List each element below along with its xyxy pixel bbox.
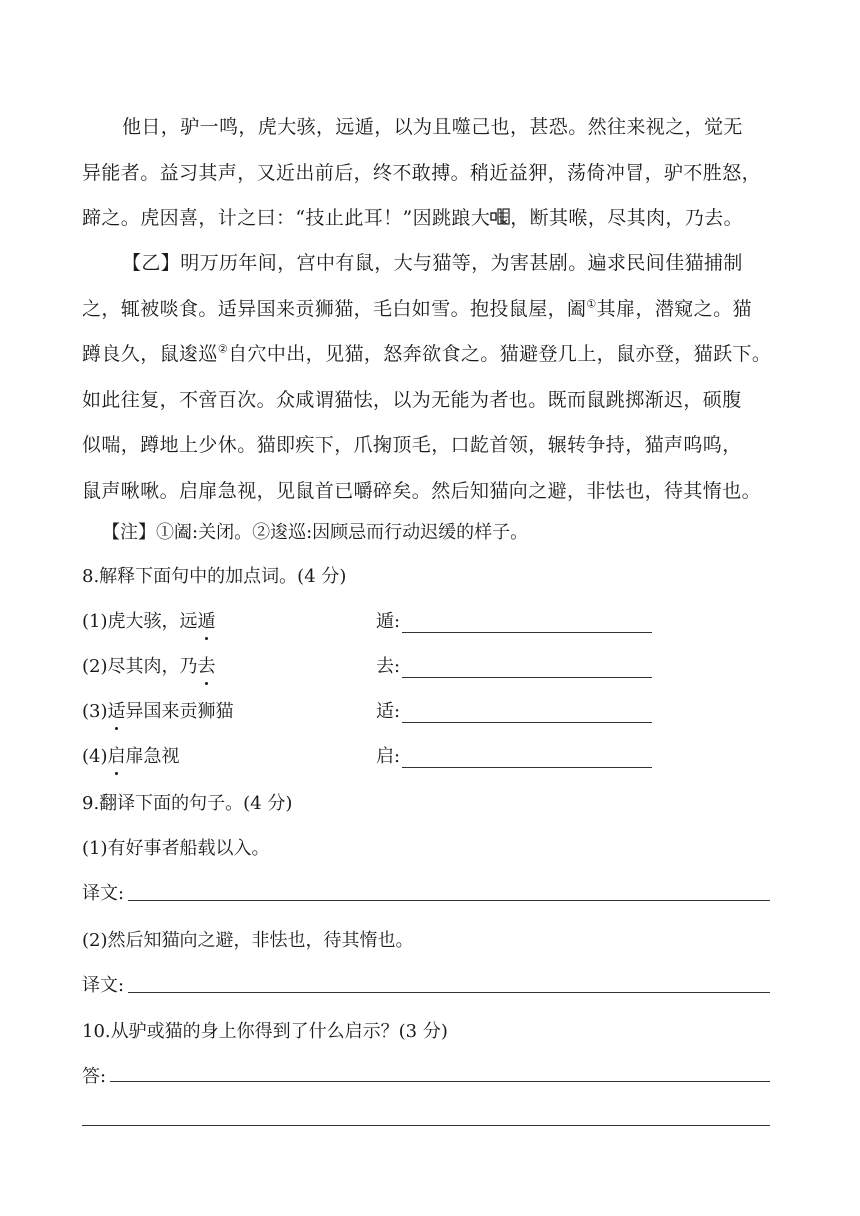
passage-yi-line-5: 似喘，蹲地上少休。猫即疾下，爪掬顶毛，口龁首领，辗转争持，猫声呜呜， (82, 434, 742, 457)
q8-answer-2-blank[interactable] (402, 659, 652, 678)
q8-item-2-pre: (2)尽其肉，乃 (82, 656, 198, 677)
footnote-ref-1: ① (586, 297, 597, 311)
q8-answer-3-label: 适: (376, 701, 401, 722)
q8-answer-2[interactable] (376, 652, 652, 678)
q9-sentence-2: (2)然后知猫向之避，非怯也，待其惰也。 (82, 930, 414, 951)
q9-sentence-1: (1)有好事者船载以入。 (82, 838, 270, 859)
q8-answer-3[interactable] (376, 697, 652, 723)
passage-yi-marker: 【乙】 (122, 252, 181, 274)
q8-answer-2-label: 去: (376, 656, 401, 677)
rare-character-kan-icon (490, 207, 510, 227)
q8-item-1-dotted-word: 遁 (198, 607, 216, 633)
q9-translation-1-blank[interactable] (128, 900, 770, 901)
passage-yi-line-6: 鼠声啾啾。启扉急视，见鼠首已嚼碎矣。然后知猫向之避，非怯也，待其惰也。 (82, 479, 762, 502)
q10-answer-blank-1[interactable] (110, 1081, 770, 1082)
q8-item-1-pre: (1)虎大骇，远 (82, 611, 198, 632)
q8-title: 8.解释下面句中的加点词。(4 分) (82, 566, 347, 587)
q9-translation-1-label: 译文: (82, 883, 125, 904)
q8-answer-1-label: 遁: (376, 611, 401, 632)
q10-answer-label: 答: (82, 1066, 107, 1087)
q8-answer-4[interactable] (376, 742, 652, 768)
passage-yi-line-1-text: 明万历年间，宫中有鼠，大与猫等，为害甚剧。遍求民间佳猫捕制 (180, 252, 743, 274)
passage-jia-line-2: 异能者。益习其声，又近出前后，终不敢搏。稍近益狎，荡倚冲冒，驴不胜怒， (82, 161, 762, 184)
passage-yi-line-2b: 其扉，潜窥之。猫 (596, 297, 752, 320)
q9-title: 9.翻译下面的句子。(4 分) (82, 793, 293, 814)
footnote: 【注】①阖:关闭。②逡巡:因顾忌而行动迟缓的样子。 (102, 522, 529, 543)
passage-jia-line-3 (82, 196, 772, 242)
footnote-ref-2: ② (217, 342, 229, 356)
passage-yi (82, 241, 772, 515)
q8-item-2-dotted-word: 去 (198, 652, 216, 678)
passage-yi-line-3b: 自穴中出，见猫，怒奔欲食之。猫避登几上，鼠亦登，猫跃下。 (228, 343, 772, 366)
q8-item-4-post: 扉急视 (125, 746, 180, 767)
q8-answer-4-label: 启: (376, 746, 401, 767)
q8-answer-3-blank[interactable] (402, 704, 652, 723)
q8-item-3-post: 异国来贡狮猫 (125, 701, 234, 722)
q8-item-4 (82, 742, 180, 768)
q9-translation-2-blank[interactable] (128, 992, 770, 993)
q8-answer-4-blank[interactable] (402, 749, 652, 768)
q8-answer-1-blank[interactable] (402, 614, 652, 633)
passage-jia-line-1: 他日，驴一鸣，虎大骇，远遁，以为且噬己也，甚恐。然往来视之，觉无 (122, 116, 743, 138)
passage-yi-line-1 (82, 241, 772, 287)
q10-title: 10.从驴或猫的身上你得到了什么启示？(3 分) (82, 1021, 448, 1042)
passage-jia-line-3a: 蹄之。虎因喜，计之曰：“技止此耳！”因跳踉大 (82, 207, 491, 230)
q8-item-3-dotted-word: 适 (108, 697, 126, 723)
q8-item-1 (82, 607, 216, 633)
passage-jia-line-3b: ，断其喉，尽其肉，乃去。 (510, 207, 744, 230)
passage-jia (82, 105, 772, 242)
q8-answer-1[interactable] (376, 607, 652, 633)
q8-item-3 (82, 697, 234, 723)
q8-item-4-dotted-word: 启 (108, 742, 126, 768)
q9-translation-2-label: 译文: (82, 975, 125, 996)
passage-yi-line-2 (82, 287, 772, 333)
q8-item-3-pre: (3) (82, 701, 108, 722)
passage-yi-line-3 (82, 332, 772, 378)
passage-yi-line-3a: 蹲良久，鼠逡巡 (82, 343, 218, 366)
passage-yi-line-2a: 之，辄被啖食。适异国来贡狮猫，毛白如雪。抱投鼠屋，阖 (82, 297, 587, 320)
q10-answer-blank-2[interactable] (82, 1125, 770, 1126)
q8-item-4-pre: (4) (82, 746, 108, 767)
passage-yi-line-4: 如此往复，不啻百次。众咸谓猫怯，以为无能为者也。既而鼠跳掷渐迟，硕腹 (82, 388, 742, 411)
q8-item-2 (82, 652, 216, 678)
